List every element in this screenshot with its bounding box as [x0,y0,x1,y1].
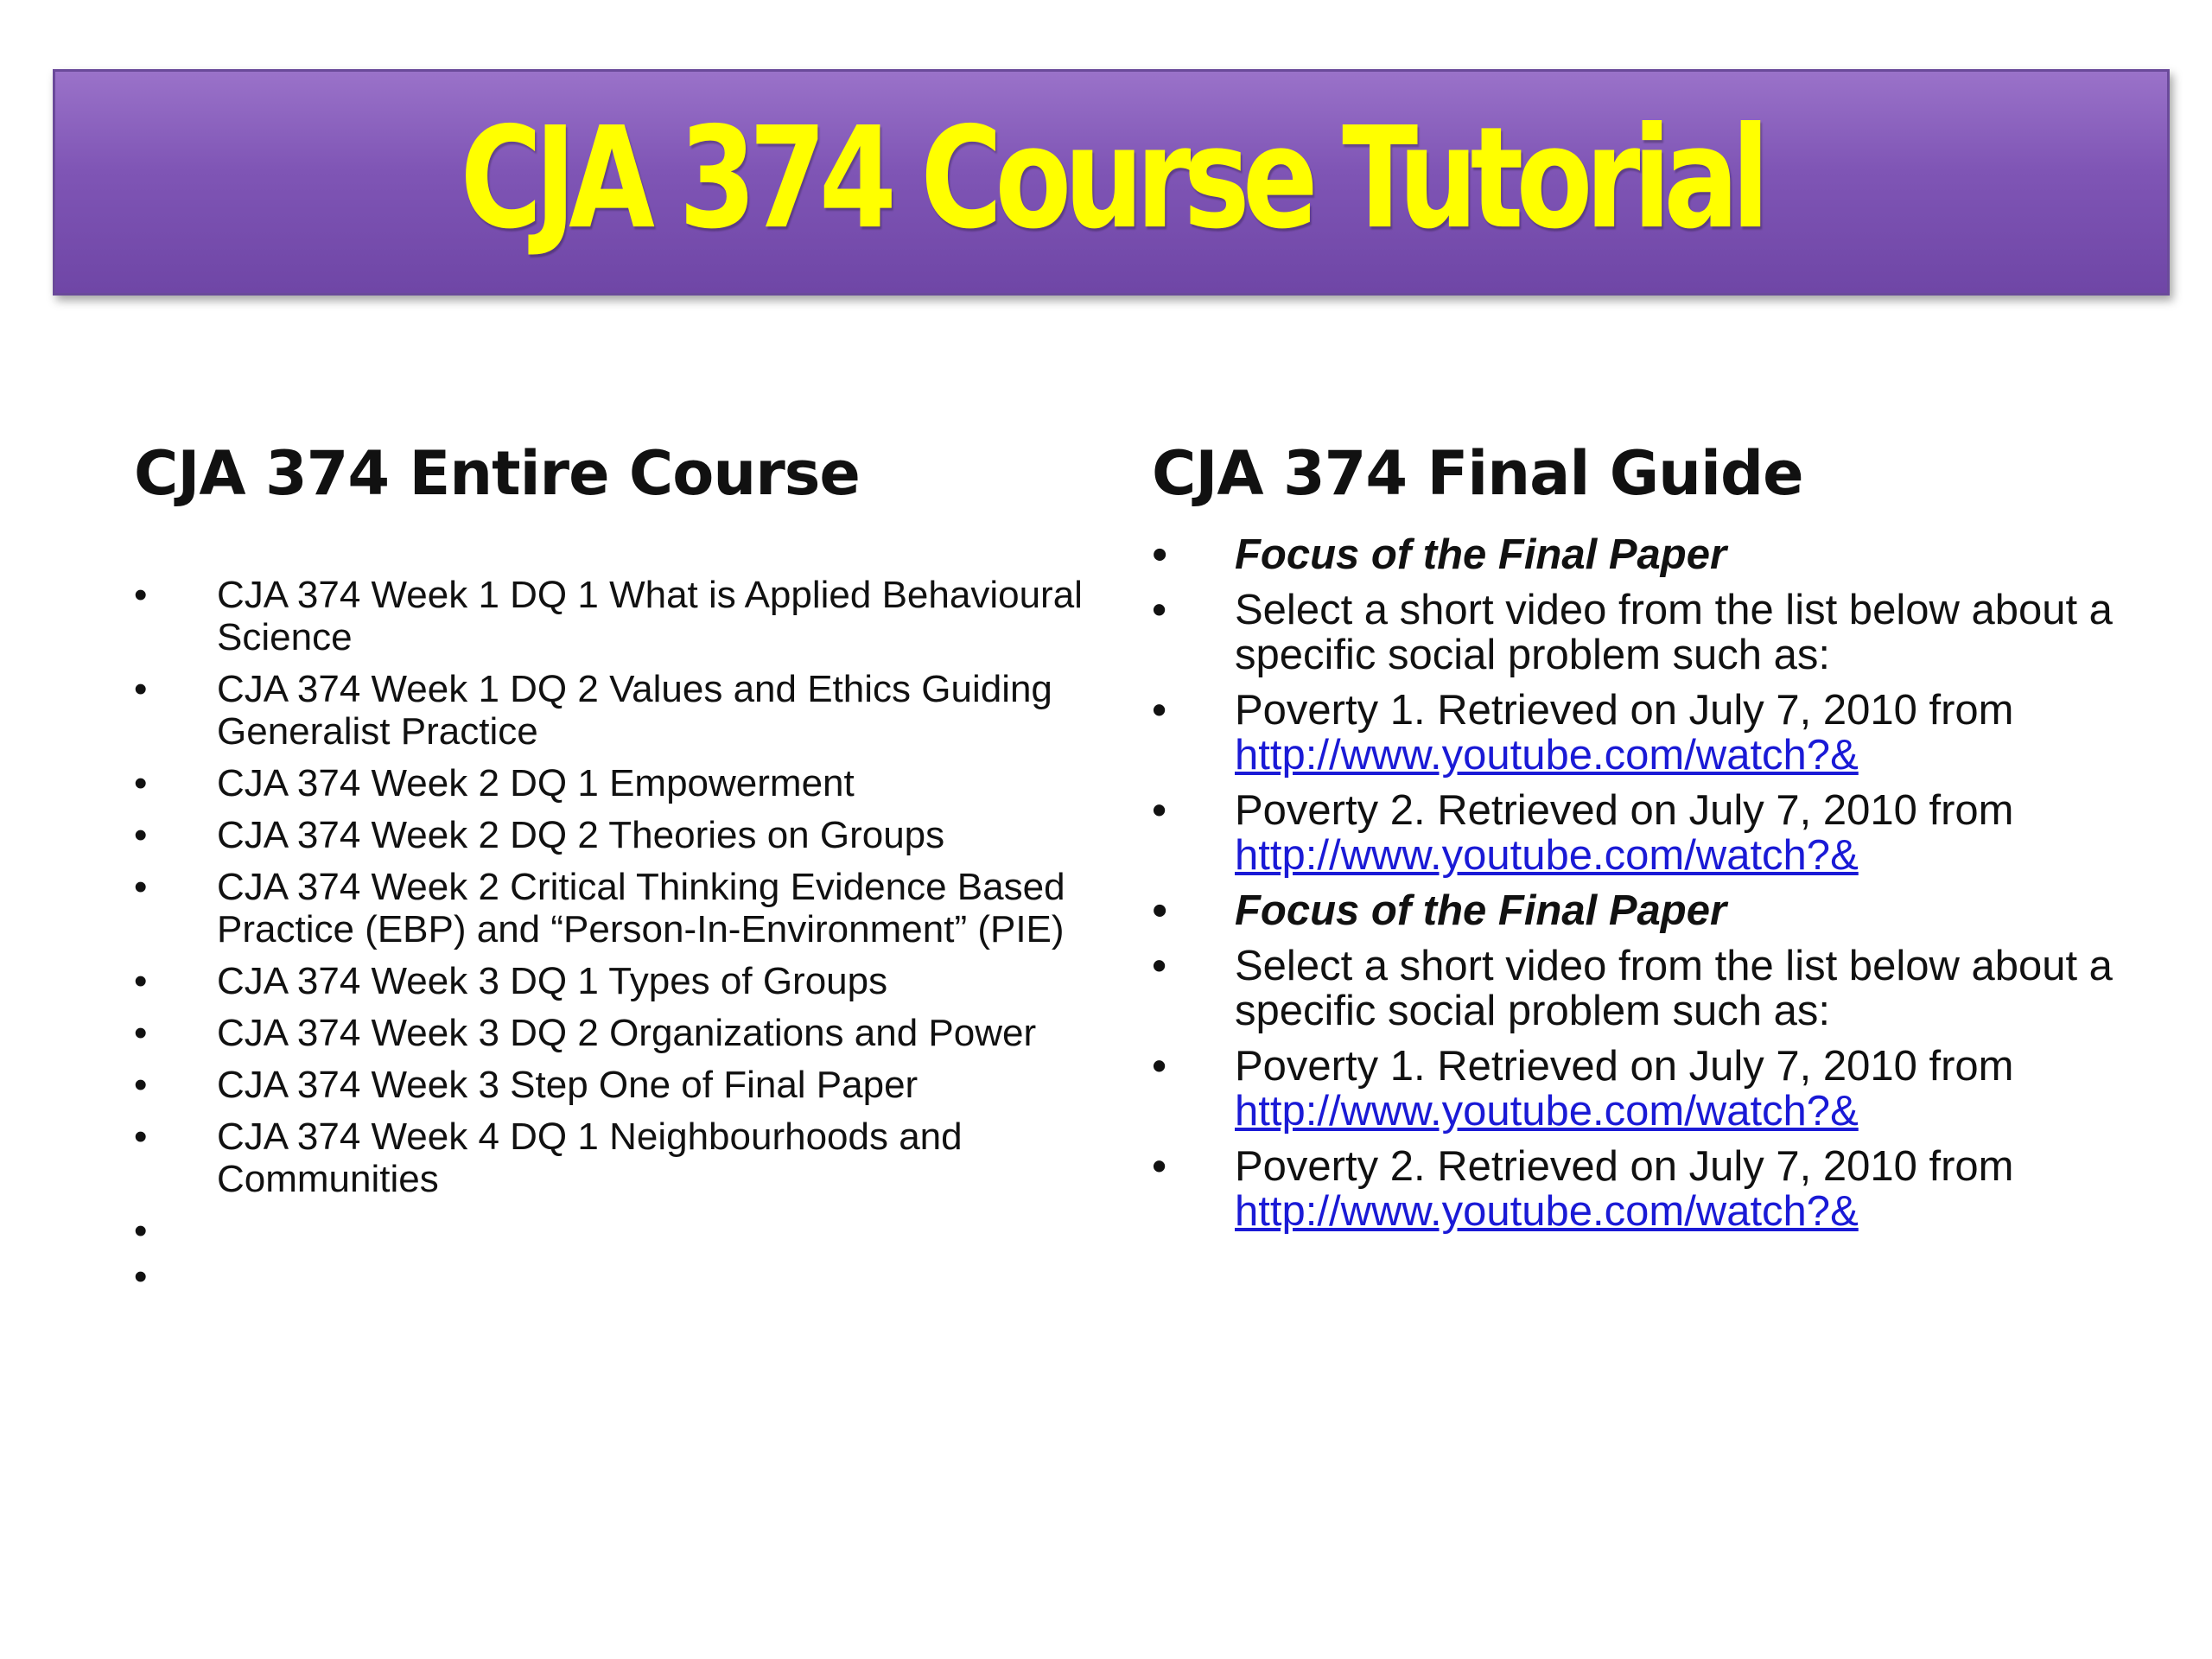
list-item-text: CJA 374 Week 4 DQ 1 Neighbourhoods and Communities [217,1116,963,1200]
list-item [134,1116,1093,1200]
focus-text: Focus of the Final Paper [1235,531,1727,578]
course-list [134,574,1093,1298]
list-item [1152,588,2145,677]
bullet-icon: • [1152,787,1167,834]
list-item [134,1064,1093,1106]
list-item-text: CJA 374 Week 2 DQ 2 Theories on Groups [217,814,945,856]
focus-item [1152,532,2145,577]
list-item [134,762,1093,804]
bullet-icon: • [134,1210,148,1252]
list-item-text: CJA 374 Week 2 DQ 1 Empowerment [217,762,855,804]
bullet-icon: • [1152,687,1167,734]
focus-item [1152,888,2145,933]
bullet-icon: • [1152,531,1167,578]
list-item-text: CJA 374 Week 2 Critical Thinking Evidence Based Practice (EBP) and “Person-In-Environment” (PIE) [217,866,1065,950]
bullet-icon: • [134,762,148,804]
list-item-text: Select a short video from the list below about a specific social problem such as: [1235,943,2113,1034]
list-item [1152,788,2145,878]
right-column-heading: CJA 374 Final Guide [1152,438,1803,509]
list-item-text: Select a short video from the list below about a specific social problem such as: [1235,587,2113,678]
list-item [134,960,1093,1002]
list-item [134,574,1093,658]
title-banner [53,69,2170,296]
focus-text: Focus of the Final Paper [1235,887,1727,934]
list-item [1152,1144,2145,1234]
left-column-heading: CJA 374 Entire Course [134,438,860,509]
list-item-text: Poverty 1. Retrieved on July 7, 2010 from [1235,1043,2014,1090]
bullet-icon: • [134,814,148,856]
youtube-link[interactable]: http://www.youtube.com/watch?& [1235,1088,1859,1135]
bullet-icon: • [134,668,148,710]
bullet-icon: • [1152,587,1167,633]
list-item [1152,688,2145,778]
list-item-empty [134,1255,1093,1298]
list-item-text: Poverty 2. Retrieved on July 7, 2010 from [1235,787,2014,834]
youtube-link[interactable]: http://www.youtube.com/watch?& [1235,832,1859,879]
youtube-link[interactable]: http://www.youtube.com/watch?& [1235,732,1859,779]
bullet-icon: • [1152,1143,1167,1190]
youtube-link[interactable]: http://www.youtube.com/watch?& [1235,1188,1859,1235]
list-item-text: CJA 374 Week 3 DQ 1 Types of Groups [217,960,888,1002]
slide-title: CJA 374 Course Tutorial [460,98,1763,260]
list-item-text: Poverty 1. Retrieved on July 7, 2010 from [1235,687,2014,734]
list-item-empty [134,1210,1093,1252]
bullet-icon: • [134,1064,148,1106]
list-item-text: CJA 374 Week 1 DQ 2 Values and Ethics Guiding Generalist Practice [217,668,1052,753]
list-item [1152,1044,2145,1134]
bullet-icon: • [1152,943,1167,989]
list-item [1152,944,2145,1033]
bullet-icon: • [134,1255,148,1298]
bullet-icon: • [1152,1043,1167,1090]
bullet-icon: • [134,1012,148,1054]
left-column [134,432,1093,1301]
bullet-icon: • [134,866,148,908]
bullet-icon: • [134,1116,148,1158]
list-item [134,866,1093,950]
bullet-icon: • [1152,887,1167,934]
list-item-text: CJA 374 Week 3 DQ 2 Organizations and Power [217,1012,1037,1054]
list-item [134,814,1093,856]
final-guide-list [1152,532,2145,1234]
list-item-text: CJA 374 Week 3 Step One of Final Paper [217,1064,918,1106]
list-item-text: CJA 374 Week 1 DQ 1 What is Applied Behavioural Science [217,574,1083,658]
bullet-icon: • [134,574,148,616]
list-item-text: Poverty 2. Retrieved on July 7, 2010 from [1235,1143,2014,1190]
list-item [134,1012,1093,1054]
bullet-icon: • [134,960,148,1002]
list-item [134,668,1093,753]
right-column [1152,432,2145,1244]
